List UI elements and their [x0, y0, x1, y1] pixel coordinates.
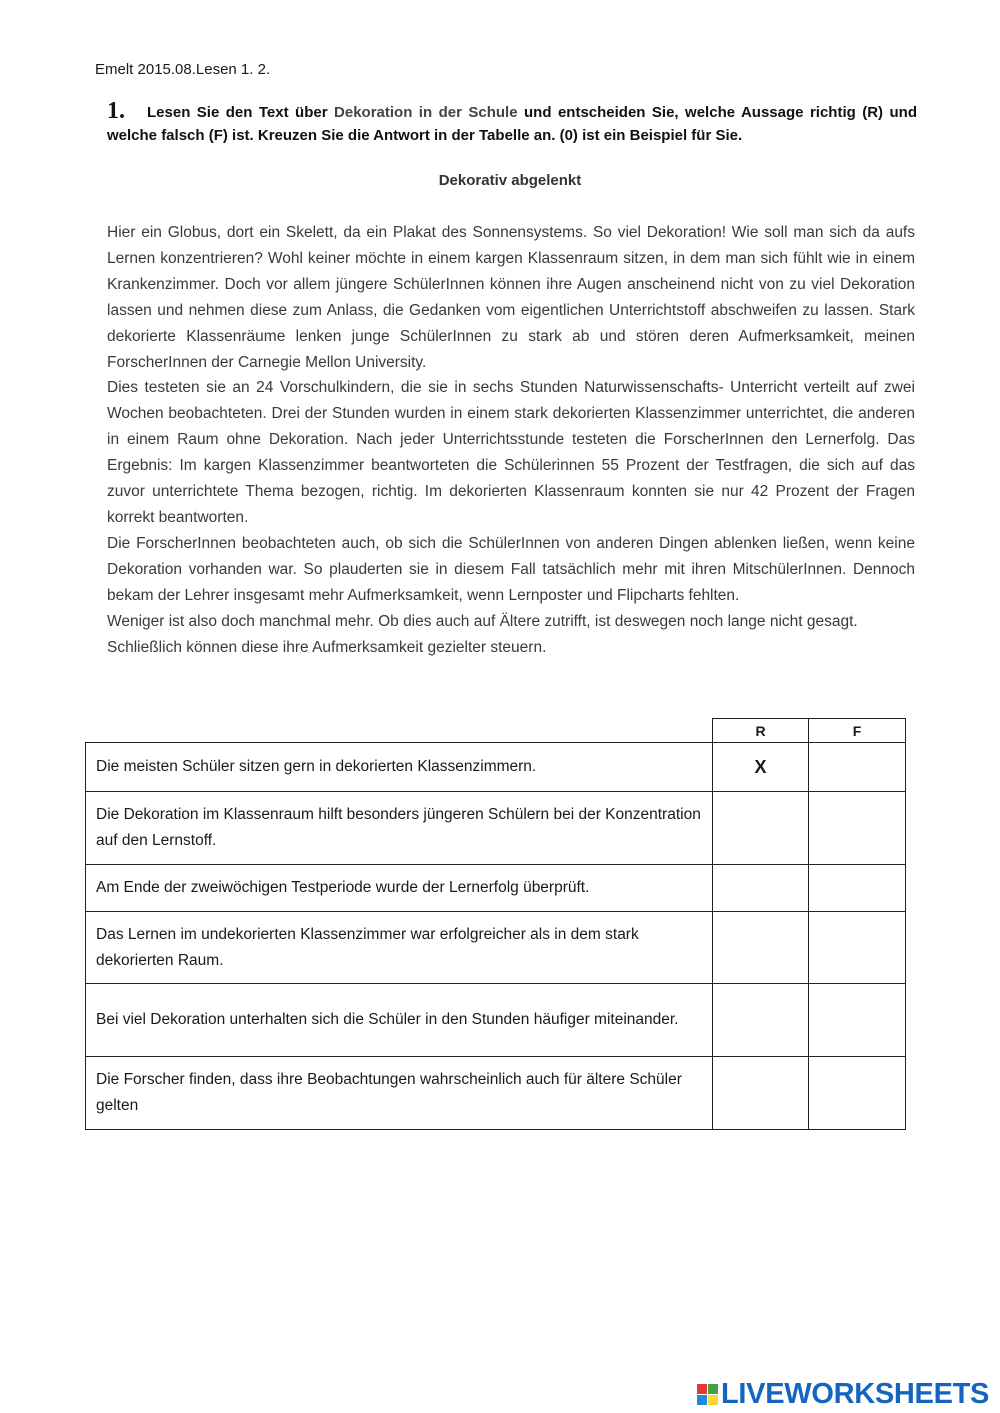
instruction-part-2: und entscheiden Sie, welche Aussage richtig (R) und welche falsch (F) ist. Kreuzen Sie die Antwort in der Tabelle an. (0) ist ein Beispiel für Sie. [107, 104, 917, 144]
statement-5: Die Forscher finden, dass ihre Beobachtungen wahrscheinlich auch für ältere Schüler gelten [86, 1057, 713, 1130]
answer-cell-r-2[interactable] [713, 865, 809, 912]
answer-cell-r-1[interactable] [713, 792, 809, 865]
column-header-f: F [809, 719, 906, 743]
table-header-spacer [86, 719, 713, 743]
answer-cell-r-5[interactable] [713, 1057, 809, 1130]
statement-3: Das Lernen im undekorierten Klassenzimmer war erfolgreicher als in dem stark dekorierten Raum. [86, 912, 713, 984]
answer-cell-r-3[interactable] [713, 912, 809, 984]
answer-cell-f-4[interactable] [809, 984, 906, 1057]
table-row [86, 912, 906, 984]
answer-cell-f-2[interactable] [809, 865, 906, 912]
answer-cell-r-0[interactable]: X [713, 743, 809, 792]
table-row [86, 792, 906, 865]
answer-cell-f-5[interactable] [809, 1057, 906, 1130]
logo-square-green [708, 1384, 718, 1394]
logo-square-red [697, 1384, 707, 1394]
instruction-part-1: Lesen Sie den Text über [147, 104, 335, 121]
document-reference: Emelt 2015.08.Lesen 1. 2. [95, 61, 271, 78]
text-title: Dekorativ abgelenkt [438, 172, 582, 189]
table-row [86, 865, 906, 912]
answer-cell-r-4[interactable] [713, 984, 809, 1057]
text-paragraph-3: Die ForscherInnen beobachteten auch, ob sich die SchülerInnen von anderen Dingen ablenken ließen, wenn keine Dekoration vorhanden war. So plauderten sie in diesem Fall tatsächlich mehr mit ihren MitschülerInnen. Dennoch bekam der Lehrer insgesamt mehr Aufmerksamkeit, wenn Lernposter und Flipcharts fehlten. [107, 534, 915, 604]
answer-cell-f-0[interactable] [809, 743, 906, 792]
text-paragraph-1: Hier ein Globus, dort ein Skelett, da ein Plakat des Sonnensystems. So viel Dekoration! Wie soll man sich da aufs Lernen konzentrieren? Wohl keiner möchte in einem kargen Klassenraum sitzen, in dem man sich fühlt wie in einem Krankenzimmer. Doch vor allem jüngere SchülerInnen können ihre Augen anscheinend nicht von zu viel Dekoration lassen und nehmen diese zum Anlass, die Gedanken vom eigentlichen Unterrichtstoff abschweifen zu lassen. Stark dekorierte Klassenräume lenken junge SchülerInnen zu stark ab und stören deren Aufmerksamkeit, meinen ForscherInnen der Carnegie Mellon University. [107, 224, 915, 371]
statement-4: Bei viel Dekoration unterhalten sich die Schüler in den Stunden häufiger miteinander. [86, 984, 713, 1057]
logo-square-yellow [708, 1395, 718, 1405]
logo-text: LIVEWORKSHEETS [721, 1377, 990, 1410]
liveworksheets-icon [697, 1384, 718, 1405]
instruction-topic: Dekoration in der Schule [334, 104, 518, 121]
task-number: 1. [107, 98, 125, 124]
statement-1: Die Dekoration im Klassenraum hilft besonders jüngeren Schülern bei der Konzentration auf den Lernstoff. [86, 792, 713, 865]
answer-cell-f-3[interactable] [809, 912, 906, 984]
text-paragraph-4: Weniger ist also doch manchmal mehr. Ob dies auch auf Ältere zutrifft, ist deswegen noch lange nicht gesagt. Schließlich können diese ihre Aufmerksamkeit gezielter steuern. [107, 612, 858, 656]
table-row [86, 984, 906, 1057]
reading-text [107, 220, 915, 660]
answer-cell-f-1[interactable] [809, 792, 906, 865]
task-instruction [107, 100, 917, 147]
table-row [86, 743, 906, 792]
logo-square-blue [697, 1395, 707, 1405]
text-paragraph-2: Dies testeten sie an 24 Vorschulkindern, die sie in sechs Stunden Naturwissenschafts- Unterricht verteilt auf zwei Wochen beobachteten. Drei der Stunden wurden in einem stark dekorierten Klassenzimmer unterrichtet, die anderen in einem Raum ohne Dekoration. Nach jeder Unterrichtsstunde testeten die ForscherInnen den Lernerfolg. Das Ergebnis: Im kargen Klassenzimmer beantworteten die Schülerinnen 55 Prozent der Testfragen, die sich auf das zuvor unterrichtete Thema bezogen, richtig. Im dekorierten Klassenraum konnten sie nur 42 Prozent der Fragen korrekt beantworten. [107, 379, 915, 526]
table-row [86, 1057, 906, 1130]
statement-2: Am Ende der zweiwöchigen Testperiode wurde der Lernerfolg überprüft. [86, 865, 713, 912]
liveworksheets-logo [697, 1376, 989, 1412]
answer-table [85, 718, 906, 1130]
table-header-row [86, 719, 906, 743]
column-header-r: R [713, 719, 809, 743]
statement-0: Die meisten Schüler sitzen gern in dekorierten Klassenzimmern. [86, 743, 713, 792]
